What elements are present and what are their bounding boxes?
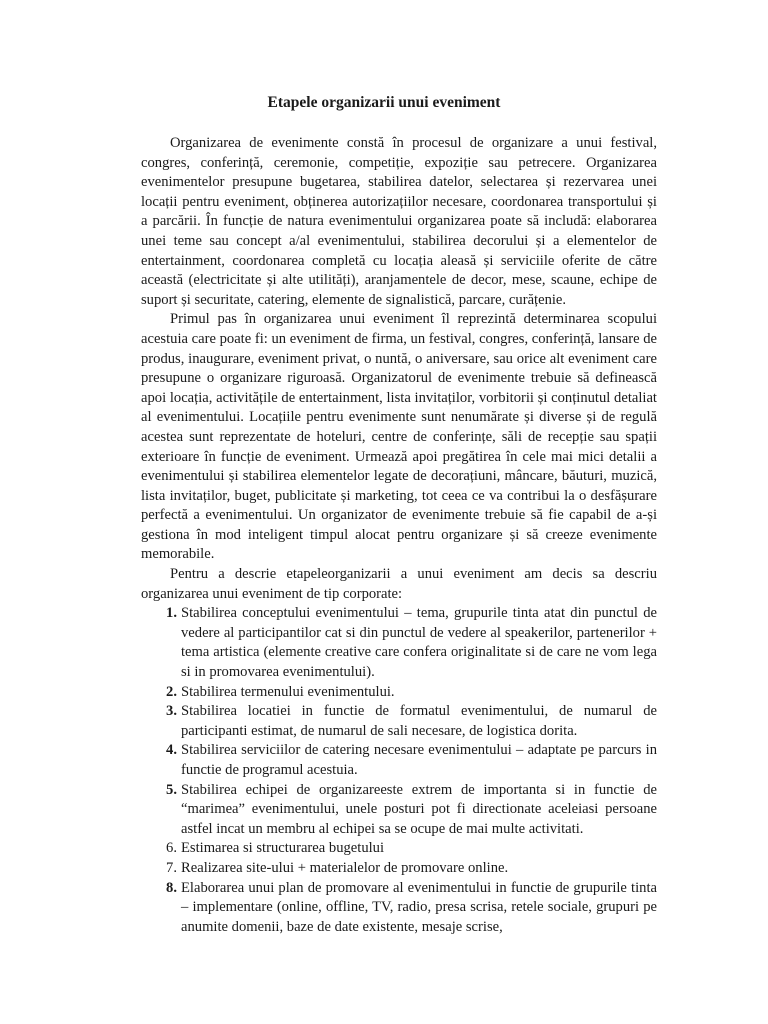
list-item [141,702,657,741]
list-item [141,741,657,780]
list-item-number: 8. [166,879,177,896]
list-item-text: Estimarea si structurarea bugetului [181,840,385,857]
paragraph: Organizarea de evenimente constă în procesul de organizare a unui festival, congres, conferință, ceremonie, competiție, expoziție sau petrecere. Organizarea evenimentelor presupune bugetarea, stabilirea datelor, selectarea și rezervarea unei locații pentru eveniment, obținerea autorizațiilor necesare, coordonarea transportului și a parcării. În funcție de natura evenimentului organizarea poate să includă: elaborarea unei teme sau concept a/al evenimentului, stabilirea decorului și a elementelor de entertainment, coordonarea completă cu locația aleasă și serviciile oferite de către această (electricitate și alte utilități), aranjamentele de decor, mese, scaune, echipe de suport și securitate, catering, elemente de signalistică, parcare, curățenie. [141,135,657,308]
steps-list [141,604,657,937]
list-item [141,839,657,859]
paragraph: Pentru a descrie etapeleorganizarii a unui eveniment am decis sa descriu organizarea unui eveniment de tip corporate: [141,566,657,602]
list-item-number: 2. [166,683,177,700]
list-item-number: 4. [166,742,177,759]
list-item [141,683,657,703]
document-body [141,134,657,937]
list-item-text: Stabilirea conceptului evenimentului – tema, grupurile tinta atat din punctul de vedere al participantilor cat si din punctul de vedere al speakerilor, partenerilor + tema artistica (elemente creative care confera originalitate si de care ne vom lega si in promovarea evenimentului). [181,605,657,681]
list-item-number: 7. [166,859,177,876]
paragraph: Primul pas în organizarea unui eveniment îl reprezintă determinarea scopului acestuia care poate fi: un eveniment de firma, un festival, congres, conferință, lansare de produs, inaugurare, eveniment privat, o nuntă, o aniversare, sau orice alt eveniment care presupune o organizare riguroasă. Organizatorul de evenimente trebuie să definească apoi locația, activitățile de entertainment, lista invitaților, vorbitorii și conținutul detaliat al evenimentului. Locațiile pentru evenimente sunt nenumărate și diverse și de regulă acestea sunt reprezentate de hoteluri, centre de conferințe, săli de recepție sau spații exterioare în funcție de eveniment. Urmează apoi pregătirea în cele mai mici detalii a evenimentului și stabilirea elementelor legate de decorațiuni, mâncare, băuturi, muzică, lista invitaților, buget, publicitate și marketing, tot ceea ce va contribui la o desfășurare perfectă a evenimentului. Un organizator de evenimente trebuie să fie capabil de a-și gestiona în mod inteligent timpul alocat pentru organizare și să creeze evenimente memorabile. [141,311,657,563]
list-item-text: Stabilirea echipei de organizareeste extrem de importanta si in functie de “marimea” evenimentului, unele posturi pot fi directionate aceleiasi persoane astfel incat un membru al echipei sa se ocupe de mai multe activitati. [181,781,657,837]
list-item-number: 6. [166,840,177,857]
list-item-number: 1. [166,605,177,622]
list-item-text: Stabilirea locatiei in functie de formatul evenimentului, de numarul de participanti estimat, de numarul de sali necesare, de logistica dorita. [181,703,657,739]
list-item-text: Realizarea site-ului + materialelor de promovare online. [181,859,509,876]
list-item-text: Stabilirea serviciilor de catering necesare evenimentului – adaptate pe parcurs in functie de programul acestuia. [181,742,657,778]
list-item-text: Elaborarea unui plan de promovare al evenimentului in functie de grupurile tinta – implementare (online, offline, TV, radio, presa scrisa, retele sociale, grupuri pe anumite domenii, baze de date existente, mesaje scrise, [181,879,657,935]
list-item [141,781,657,840]
list-item-text: Stabilirea termenului evenimentului. [181,683,395,700]
document-title: Etapele organizarii unui eveniment [267,94,501,111]
list-item-number: 3. [166,703,177,720]
list-item-number: 5. [166,781,177,798]
list-item [141,859,657,879]
list-item [141,879,657,938]
list-item [141,604,657,682]
